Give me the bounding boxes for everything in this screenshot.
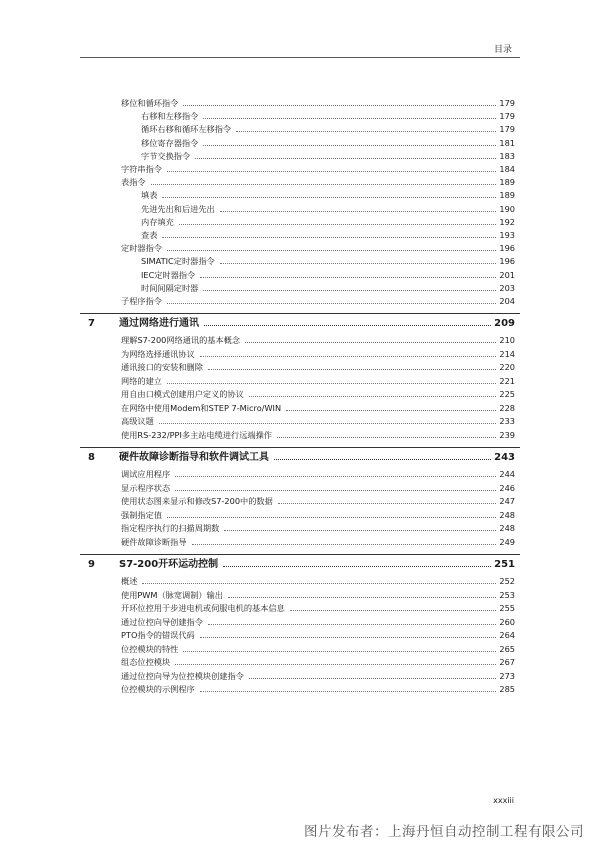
dot-leader [236, 130, 496, 132]
toc-entry-label: 硬件故障诊断指导 [121, 536, 187, 547]
toc-entry[interactable] [141, 217, 515, 228]
dot-leader [200, 690, 497, 692]
toc-entry[interactable] [141, 256, 515, 267]
toc-entry[interactable] [121, 349, 515, 360]
toc-entry-page: 249 [499, 536, 515, 547]
toc-entry-page: 255 [499, 603, 515, 613]
dot-leader [220, 210, 497, 212]
toc-entry-label: 填表 [141, 190, 158, 201]
toc-entry[interactable] [121, 403, 515, 414]
toc-entry[interactable] [121, 483, 515, 494]
toc-entry-page: 220 [499, 362, 515, 372]
toc-entry-label: 位控模块的示例程序 [121, 684, 195, 694]
toc-entry-page: 252 [499, 576, 515, 586]
dot-leader [290, 609, 497, 611]
toc-entry[interactable] [121, 430, 515, 441]
dot-leader [274, 458, 491, 460]
toc-entry-label: 定时器指令 [121, 243, 162, 254]
dot-leader [208, 623, 496, 625]
chapter-number: 7 [88, 318, 95, 329]
toc-entry-label: 循环右移和循环左移指令 [141, 124, 232, 135]
toc-entry-label: 字符串指令 [121, 164, 162, 174]
toc-entry[interactable] [121, 296, 515, 307]
dot-leader [167, 249, 496, 251]
toc-entry-page: 253 [499, 589, 515, 600]
toc-entry-page: 273 [499, 670, 515, 681]
chapter-heading-label: 通过网络进行通讯 [119, 318, 199, 329]
toc-entry-label: 指定程序执行的扫描周期数 [121, 523, 220, 533]
dot-leader [200, 355, 497, 357]
toc-entry-page: 210 [499, 335, 515, 345]
toc-entry-page: 196 [499, 256, 515, 267]
toc-entry[interactable] [141, 204, 515, 215]
toc-entry[interactable] [121, 177, 515, 188]
toc-entry[interactable] [141, 111, 515, 122]
toc-entry-page: 214 [499, 348, 515, 359]
chapter-number: 9 [88, 559, 95, 570]
toc-entry[interactable] [121, 523, 515, 534]
toc-entry[interactable] [121, 376, 515, 387]
dot-leader [203, 117, 496, 119]
toc-entry[interactable] [121, 603, 515, 614]
toc-entry-label: 位控模块的特性 [121, 643, 179, 654]
toc-entry-page: 244 [499, 469, 515, 479]
dot-leader [175, 475, 496, 477]
toc-entry-page: 239 [499, 429, 515, 440]
toc-entry-label: 组态位控模块 [121, 657, 171, 667]
dot-leader [183, 104, 496, 106]
toc-entry-label: 为网络选择通讯协议 [121, 348, 195, 359]
toc-entry-page: 265 [499, 643, 515, 654]
toc-entry-label: 理解S7-200网络通讯的基本概念 [121, 335, 241, 345]
toc-entry-page: 190 [499, 203, 515, 214]
chapter-heading[interactable] [119, 559, 515, 570]
dot-leader [200, 276, 496, 278]
toc-entry-page: 184 [499, 164, 515, 174]
footer-page-number: xxxiii [493, 796, 514, 805]
toc-entry[interactable] [141, 270, 515, 281]
toc-entry[interactable] [141, 124, 515, 135]
chapter-heading[interactable] [119, 318, 515, 329]
toc-entry[interactable] [121, 644, 515, 655]
chapter-divider [80, 313, 520, 314]
toc-entry-label: 查表 [141, 230, 158, 240]
toc-entry-page: 225 [499, 389, 515, 399]
toc-entry-label: 通过位控向导为位控模块创建指令 [121, 670, 244, 681]
page-header-title: 目录 [493, 45, 512, 55]
toc-entry-page: 179 [499, 98, 515, 108]
dot-leader [195, 157, 496, 159]
toc-entry-label: 显示程序状态 [121, 482, 171, 493]
toc-entry-page: 203 [499, 282, 515, 293]
toc-entry-page: 201 [499, 269, 515, 280]
toc-entry-label: 移位和循环指令 [121, 98, 179, 108]
toc-entry-label: 概述 [121, 576, 138, 586]
toc-entry-page: 285 [499, 684, 515, 694]
toc-entry-label: 通过位控向导创建指令 [121, 616, 203, 627]
toc-entry-page: 189 [499, 190, 515, 201]
chapter-heading-label: 硬件故障诊断指导和软件调试工具 [119, 452, 269, 463]
toc-entry-page: 179 [499, 124, 515, 135]
dot-leader [228, 596, 496, 598]
toc-entry[interactable] [121, 362, 515, 373]
dot-leader [223, 565, 491, 567]
toc-entry-label: 使用状态图来显示和修改S7-200中的数据 [121, 496, 273, 506]
dot-leader [203, 289, 496, 291]
toc-entry-page: 196 [499, 243, 515, 254]
toc-entry-label: 使用PWM（脉宽调制）输出 [121, 589, 223, 600]
toc-entry-label: IEC定时器指令 [141, 269, 196, 280]
toc-entry-label: 子程序指令 [121, 296, 162, 306]
dot-leader [208, 368, 496, 370]
toc-entry-page: 189 [499, 177, 515, 188]
toc-entry-page: 183 [499, 150, 515, 161]
chapter-divider [80, 447, 520, 448]
toc-entry-label: 使用RS-232/PPI多主站电缆进行远端操作 [121, 429, 272, 440]
dot-leader [167, 302, 496, 304]
toc-entry-label: 用自由口模式创建用户定义的协议 [121, 389, 244, 399]
chapter-heading[interactable] [119, 452, 515, 463]
toc-entry-page: 264 [499, 630, 515, 640]
toc-entry[interactable] [121, 469, 515, 480]
toc-entry-page: 181 [499, 137, 515, 148]
toc-entry[interactable] [121, 684, 515, 695]
dot-leader [175, 663, 496, 665]
watermark-text: 图片发布者：上海丹恒自动控制工程有限公司 [304, 824, 584, 840]
toc-entry[interactable] [121, 496, 515, 507]
dot-leader [224, 529, 496, 531]
toc-entry-page: 267 [499, 657, 515, 667]
toc-entry-label: 移位寄存器指令 [141, 137, 199, 148]
dot-leader [249, 677, 497, 679]
chapter-divider [80, 554, 520, 555]
toc-entry-label: 高级议题 [121, 416, 154, 426]
toc-entry-label: 开环位控用于步进电机或伺服电机的基本信息 [121, 603, 285, 613]
toc-entry-page: 233 [499, 416, 515, 426]
chapter-heading-page: 251 [494, 559, 515, 570]
dot-leader [162, 196, 496, 198]
dot-leader [200, 636, 497, 638]
toc-entry-page: 221 [499, 375, 515, 386]
toc-entry-label: 时间间隔定时器 [141, 282, 199, 293]
toc-entry-label: 内存填充 [141, 216, 174, 227]
toc-entry-page: 192 [499, 216, 515, 227]
dot-leader [249, 395, 497, 397]
toc-entry-label: 网络的建立 [121, 375, 162, 386]
toc-entry-label: PTO指令的错误代码 [121, 630, 195, 640]
dot-leader [159, 422, 497, 424]
chapter-number: 8 [88, 452, 95, 463]
toc-entry[interactable] [121, 590, 515, 601]
toc-entry[interactable] [141, 230, 515, 241]
dot-leader [179, 223, 497, 225]
toc-entry-page: 248 [499, 523, 515, 533]
dot-leader [175, 489, 496, 491]
toc-entry[interactable] [141, 190, 515, 201]
toc-entry[interactable] [121, 164, 515, 175]
toc-entry-page: 193 [499, 230, 515, 240]
toc-entry[interactable] [121, 510, 515, 521]
dot-leader [278, 502, 497, 504]
toc-entry-page: 228 [499, 402, 515, 413]
toc-entry[interactable] [121, 335, 515, 346]
dot-leader [286, 409, 496, 411]
chapter-heading-page: 209 [494, 318, 515, 329]
dot-leader [167, 170, 496, 172]
dot-leader [151, 183, 497, 185]
toc-entry-label: SIMATIC定时器指令 [141, 256, 215, 267]
toc-entry-page: 204 [499, 296, 515, 306]
dot-leader [142, 582, 496, 584]
toc-entry[interactable] [141, 138, 515, 149]
dot-leader [162, 236, 496, 238]
toc-entry-page: 247 [499, 496, 515, 506]
toc-entry[interactable] [121, 389, 515, 400]
toc-entry[interactable] [121, 617, 515, 628]
dot-leader [192, 543, 497, 545]
dot-leader [183, 650, 496, 652]
toc-entry[interactable] [121, 98, 515, 109]
dot-leader [167, 382, 496, 384]
toc-entry[interactable] [121, 630, 515, 641]
toc-entry-label: 右移和左移指令 [141, 111, 199, 122]
toc-entry[interactable] [121, 671, 515, 682]
header-rule [80, 57, 520, 58]
toc-entry[interactable] [121, 576, 515, 587]
toc-entry-label: 在网络中使用Modem和STEP 7-Micro/WIN [121, 402, 282, 413]
toc-entry-label: 表指令 [121, 177, 146, 188]
toc-entry[interactable] [121, 416, 515, 427]
dot-leader [220, 262, 497, 264]
dot-leader [277, 436, 496, 438]
dot-leader [203, 144, 496, 146]
dot-leader [245, 341, 496, 343]
chapter-heading-page: 243 [494, 452, 515, 463]
toc-entry-label: 通讯接口的安装和删除 [121, 362, 203, 372]
chapter-heading-label: S7-200开环运动控制 [119, 559, 219, 570]
dot-leader [204, 324, 491, 326]
toc-entry[interactable] [141, 283, 515, 294]
toc-entry-page: 179 [499, 111, 515, 122]
toc-entry[interactable] [121, 657, 515, 668]
toc-entry-label: 强制指定值 [121, 509, 162, 520]
toc-entry[interactable] [121, 537, 515, 548]
toc-entry-page: 260 [499, 616, 515, 627]
dot-leader [167, 516, 496, 518]
toc-entry-label: 先进先出和后进先出 [141, 203, 215, 214]
toc-entry[interactable] [121, 243, 515, 254]
toc-entry-label: 字节交换指令 [141, 150, 191, 161]
toc-entry-label: 调试应用程序 [121, 469, 171, 479]
toc-entry[interactable] [141, 151, 515, 162]
toc-entry-page: 246 [499, 482, 515, 493]
toc-entry-page: 248 [499, 509, 515, 520]
